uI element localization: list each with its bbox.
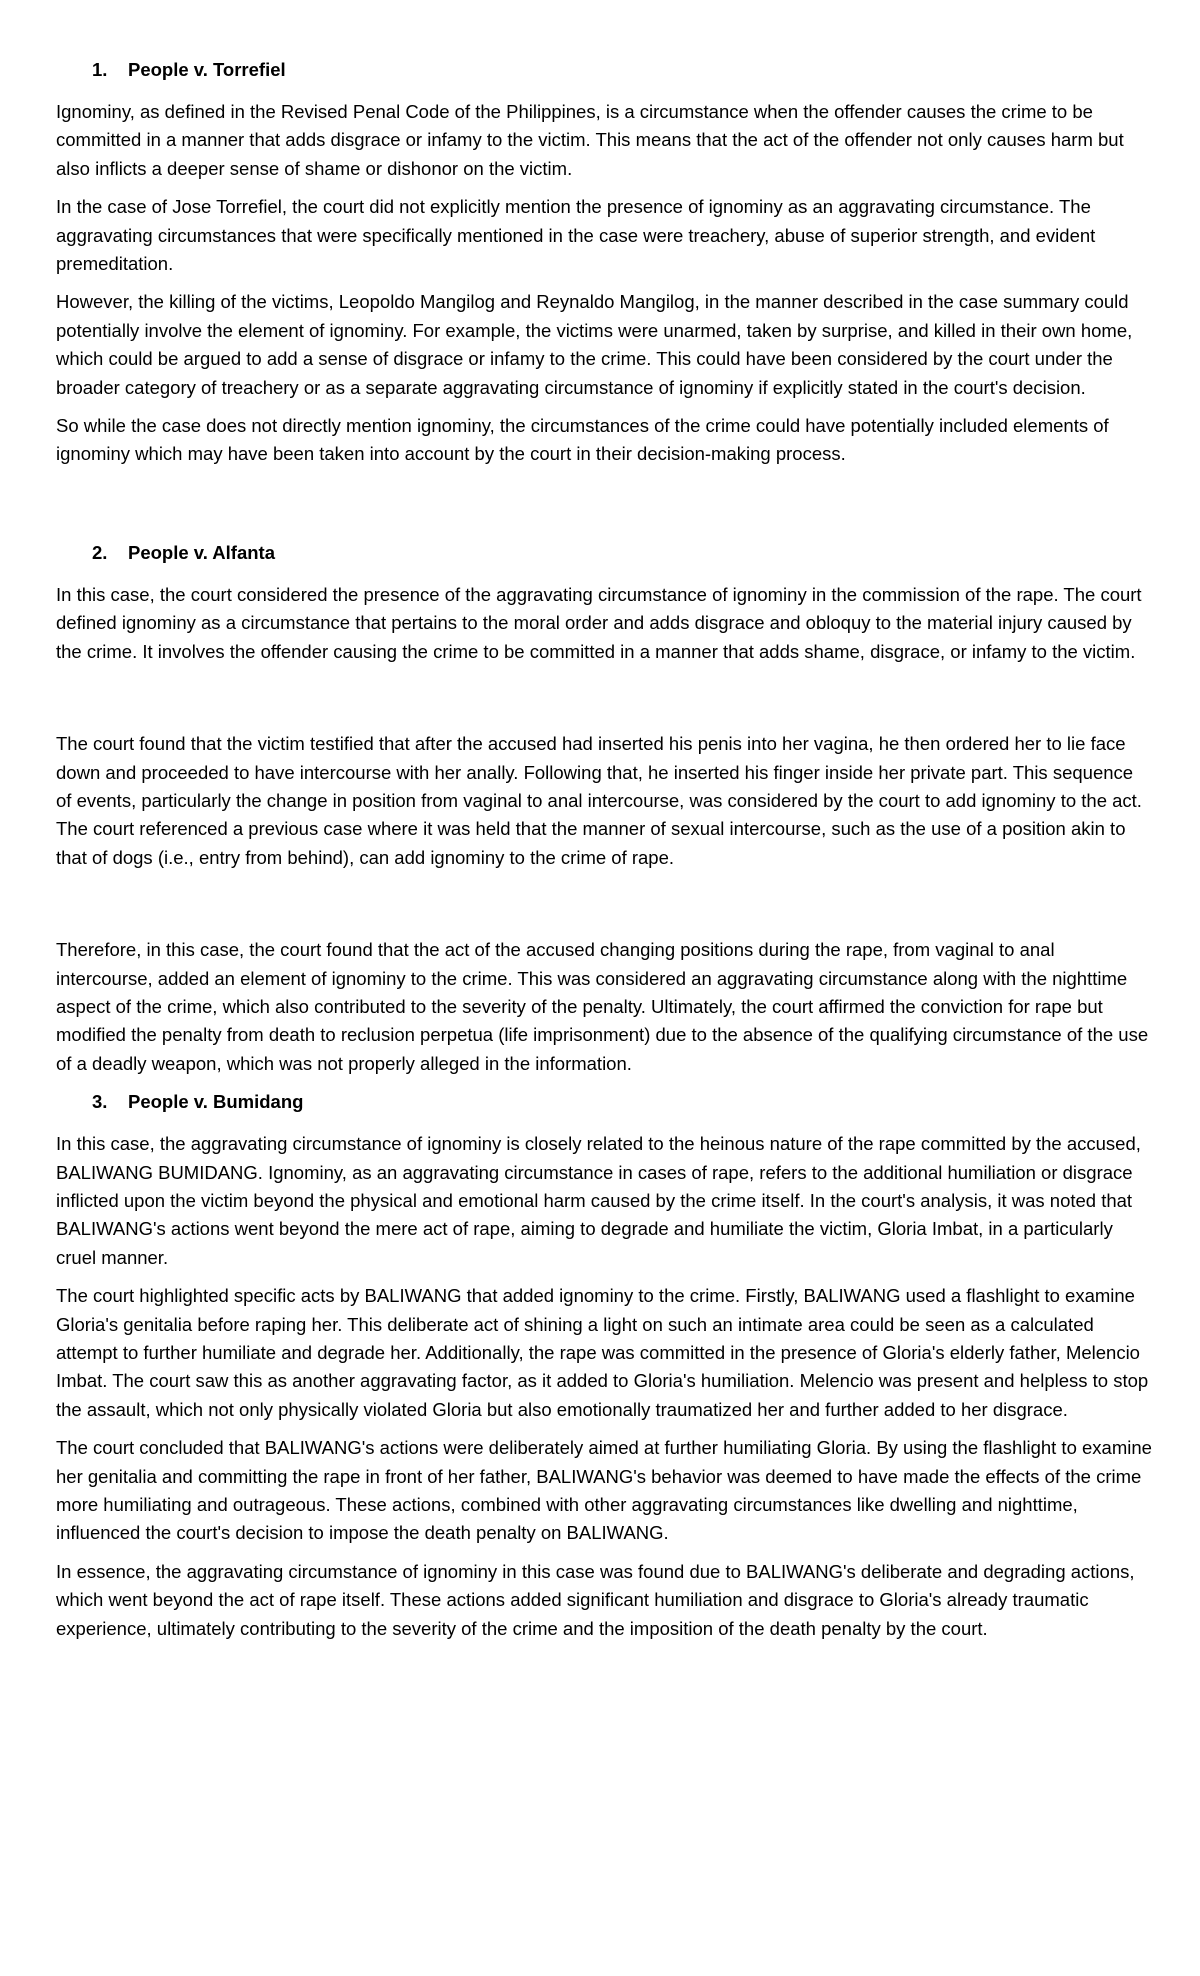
paragraph: In this case, the aggravating circumstance of ignominy is closely related to the heinous nature of the rape committed by the accused, BALIWANG BUMIDANG. Ignominy, as an aggravating circumstance in cases of rape, refers to the additional humiliation or disgrace inflicted upon the victim beyond the physical and emotional harm caused by the crime itself. In the court's analysis, it was noted that BALIWANG's actions went beyond the mere act of rape, aiming to degrade and humiliate the victim, Gloria Imbat, in a particularly cruel manner. <box>56 1133 1141 1268</box>
section-number: 1. <box>92 59 108 80</box>
section-number: 2. <box>92 541 108 563</box>
spacer <box>56 676 1152 730</box>
section-heading-bumidang <box>92 1088 1152 1116</box>
section-number: 3. <box>92 1091 108 1113</box>
paragraph: Therefore, in this case, the court found that the act of the accused changing positions during the rape, from vaginal to anal intercourse, added an element of ignominy to the crime. This was considered an aggravating circumstance along with the nighttime aspect of the crime, which also contributed to the severity of the penalty. Ultimately, the court affirmed the conviction for rape but modified the penalty from death to reclusion perpetua (life imprisonment) due to the absence of the qualifying circumstance of the use of a deadly weapon, which was not properly alleged in the information. <box>56 939 1149 1074</box>
paragraph: In essence, the aggravating circumstance of ignominy in this case was found due to BALIWANG's deliberate and degrading actions, which went beyond the act of rape itself. These actions added significant humiliation and disgrace to Gloria's already traumatic experience, ultimately contributing to the severity of the crime and the imposition of the death penalty by the court. <box>56 1560 1135 1639</box>
section-heading-alfanta <box>92 539 1152 567</box>
spacer <box>56 882 1152 936</box>
paragraph: In the case of Jose Torrefiel, the court did not explicitly mention the presence of ignominy as an aggravating circumstance. The aggravating circumstances that were specifically mentioned in the case were treachery, abuse of superior strength, and evident premeditation. <box>56 196 1096 275</box>
section-heading-torrefiel <box>92 56 1152 84</box>
paragraph: The court found that the victim testified that after the accused had inserted his penis into her vagina, he then ordered her to lie face down and proceeded to have intercourse with her anally. Following that, he inserted his finger inside her private part. This sequence of events, particularly the change in position from vaginal to anal intercourse, was considered by the court to add ignominy to the act. The court referenced a previous case where it was held that the manner of sexual intercourse, such as the use of a position akin to that of dogs (i.e., entry from behind), can add ignominy to the crime of rape. <box>56 733 1142 868</box>
paragraph: The court highlighted specific acts by BALIWANG that added ignominy to the crime. Firstly, BALIWANG used a flashlight to examine Gloria's genitalia before raping her. This deliberate act of shining a light on such an intimate area could be seen as a calculated attempt to further humiliate and degrade her. Additionally, the rape was committed in the presence of Gloria's elderly father, Melencio Imbat. The court saw this as another aggravating factor, as it added to Gloria's humiliation. Melencio was present and helpless to stop the assault, which not only physically violated Gloria but also emotionally traumatized her and further added to her disgrace. <box>56 1285 1149 1420</box>
section-title: People v. Torrefiel <box>128 59 286 80</box>
section-title: People v. Bumidang <box>128 1091 304 1113</box>
paragraph: In this case, the court considered the presence of the aggravating circumstance of ignominy in the commission of the rape. The court defined ignominy as a circumstance that pertains to the moral order and adds disgrace and obloquy to the material injury caused by the crime. It involves the offender causing the crime to be committed in a manner that adds shame, disgrace, or infamy to the victim. <box>56 583 1142 662</box>
paragraph: The court concluded that BALIWANG's actions were deliberately aimed at further humiliating Gloria. By using the flashlight to examine her genitalia and committing the rape in front of her father, BALIWANG's behavior was deemed to have made the effects of the crime more humiliating and outrageous. These actions, combined with other aggravating circumstances like dwelling and nighttime, influenced the court's decision to impose the death penalty on BALIWANG. <box>56 1437 1152 1544</box>
section-title: People v. Alfanta <box>128 541 276 563</box>
paragraph: Ignominy, as defined in the Revised Penal Code of the Philippines, is a circumstance when the offender causes the crime to be committed in a manner that adds disgrace or infamy to the victim. This means that the act of the offender not only causes harm but also inflicts a deeper sense of shame or dishonor on the victim. <box>56 101 1124 179</box>
spacer <box>56 479 1152 533</box>
paragraph: So while the case does not directly mention ignominy, the circumstances of the crime could have potentially included elements of ignominy which may have been taken into account by the court in their decision-making process. <box>56 415 1109 465</box>
paragraph: However, the killing of the victims, Leopoldo Mangilog and Reynaldo Mangilog, in the manner described in the case summary could potentially involve the element of ignominy. For example, the victims were unarmed, taken by surprise, and killed in their own home, which could be argued to add a sense of disgrace or infamy to the crime. This could have been considered by the court under the broader category of treachery or as a separate aggravating circumstance of ignominy if explicitly stated in the court's decision. <box>56 291 1133 398</box>
